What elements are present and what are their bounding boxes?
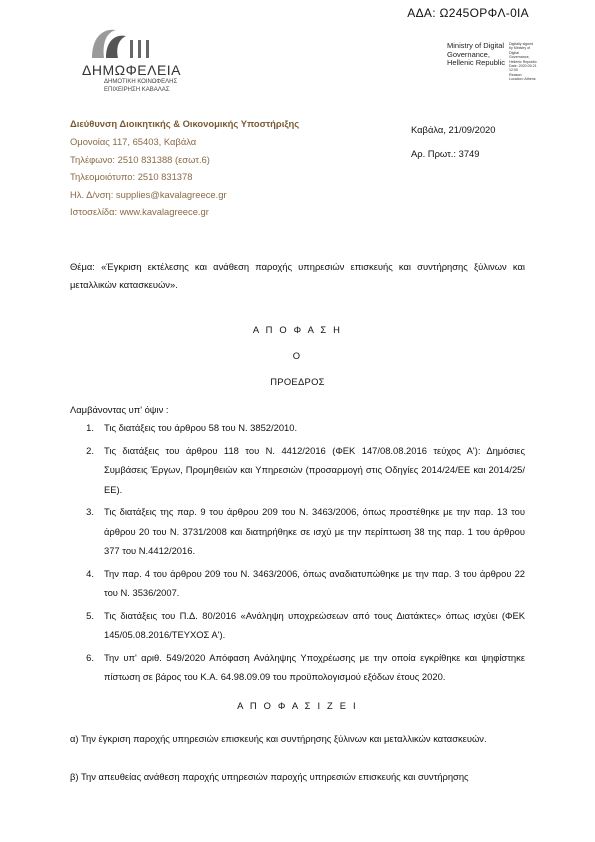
heading-president: ΠΡΟΕΔΡΟΣ — [270, 376, 325, 387]
document-meta — [411, 118, 495, 166]
list-item — [70, 441, 525, 500]
ada-code: ΑΔΑ: Ω245ΟΡΦΛ-0ΙΑ — [407, 6, 529, 20]
signature-detail: Location: Athens — [509, 77, 536, 82]
protocol-number: Αρ. Πρωτ.: 3749 — [411, 148, 480, 159]
intro-text: Λαμβάνοντας υπ' όψιν : — [70, 404, 169, 415]
list-item — [70, 418, 525, 438]
signature-line-3: Hellenic Republic — [447, 58, 505, 67]
heading-decision: Α Π Ο Φ Α Σ Η — [252, 324, 343, 335]
organization-logo — [82, 26, 212, 94]
signature-detail: Date: 2020.09.21 — [509, 64, 537, 69]
clause-number: 2. — [86, 444, 94, 456]
clause-number: 6. — [86, 651, 94, 663]
clauses-list — [70, 418, 525, 690]
signature-detail: by Ministry of — [509, 46, 531, 51]
clause-text: Τις διατάξεις της παρ. 9 του άρθρου 209 του Ν. 3463/2006, όπως προστέθηκε με την παρ. 13 του άρθρου 20 του Ν. 3731/2008 και διατηρήθηκε σε ισχύ με την περίπτωση 38 της παρ. 1 του άρθρου 377 του Ν.4412/2016. — [104, 506, 525, 556]
signature-detail: Digitally signed — [509, 42, 534, 46]
logo-name: ΔΗΜΩΦΕΛΕΙΑ — [82, 62, 182, 78]
document-date: Καβάλα, 21/09/2020 — [411, 124, 496, 135]
list-item — [70, 564, 525, 603]
signature-line-2: Governance, — [447, 49, 490, 59]
decision-item-b: β) Την απευθείας ανάθεση παροχής υπηρεσιών παροχής υπηρεσιών επισκευής και συντήρησης — [70, 771, 469, 782]
sender-address: Ομονοίας 117, 65403, Καβάλα — [70, 136, 197, 147]
list-item — [70, 648, 525, 687]
clause-number: 1. — [86, 422, 94, 433]
signature-detail: Reason: — [509, 72, 523, 77]
sender-email: Ηλ. Δ/νση: supplies@kavalagreece.gr — [70, 188, 227, 200]
signature-line-1: Ministry of Digital — [447, 41, 505, 50]
signature-detail: Governance, — [509, 55, 530, 60]
sender-department: Διεύθυνση Διοικητικής & Οικονομικής Υποστήριξης — [70, 118, 300, 129]
signature-detail: 12:00 — [509, 68, 518, 73]
digital-signature-stamp — [447, 42, 567, 82]
list-item — [70, 502, 525, 561]
heading-decides: Α Π Ο Φ Α Σ Ι Ζ Ε Ι — [237, 700, 358, 711]
clause-text: Τις διατάξεις του Π.Δ. 80/2016 «Ανάληψη υποχρεώσεων από τους Διατάκτες» όπως ισχύει (ΦΕΚ 145/05.08.2016/ΤΕΥΧΟΣ Α'). — [104, 609, 525, 640]
signature-detail: Digital — [509, 50, 519, 55]
logo-sub-line-2: ΕΠΙΧΕΙΡΗΣΗ ΚΑΒΑΛΑΣ — [104, 87, 170, 93]
logo-emblem-icon — [88, 26, 158, 60]
clause-text: Την παρ. 4 του άρθρου 209 του Ν. 3463/2006, όπως αναδιατυπώθηκε με την παρ. 3 του άρθρου 22 του Ν. 3536/2007. — [104, 567, 525, 598]
clause-number: 3. — [86, 506, 94, 517]
sender-website: Ιστοσελίδα: www.kavalagreece.gr — [70, 206, 209, 217]
subject-line: Θέμα: «Έγκριση εκτέλεσης και ανάθεση παροχής υπηρεσιών επισκευής και συντήρησης ξύλινων και μεταλλικών κατασκευών». — [70, 261, 525, 290]
sender-phone: Τηλέφωνο: 2510 831388 (εσωτ.6) — [70, 153, 210, 165]
clause-text: Τις διατάξεις του άρθρου 118 του Ν. 4412/2016 (ΦΕΚ 147/08.08.2016 τεύχος Α'): Δημόσιες Συμβάσεις Έργων, Προμηθειών και Υπηρεσιών (προσαρμογή στις Οδηγίες 2014/24/ΕΕ και 2014/25/ΕΕ). — [104, 444, 525, 495]
sender-fax: Τηλεομοιότυπο: 2510 831378 — [70, 171, 193, 182]
signature-detail: Hellenic Republic — [509, 59, 537, 64]
clause-number: 4. — [86, 567, 94, 579]
list-item — [70, 606, 525, 645]
decision-item-a: α) Την έγκριση παροχής υπηρεσιών επισκευής και συντήρησης ξύλινων και μεταλλικών κατασκευών. — [70, 733, 487, 744]
clause-text: Τις διατάξεις του άρθρου 58 του Ν. 3852/2010. — [104, 422, 298, 433]
heading-article: Ο — [292, 350, 303, 361]
clause-number: 5. — [86, 609, 94, 621]
sender-info — [70, 118, 310, 221]
logo-sub-line-1: ΔΗΜΟΤΙΚΗ ΚΟΙΝΩΦΕΛΗΣ — [104, 79, 178, 85]
clause-text: Την υπ' αριθ. 549/2020 Απόφαση Ανάληψης Υποχρέωσης με την οποία εγκρίθηκε και ψηφίστηκε πίστωση σε βάρος του Κ.Α. 64.98.09.09 του προϋπολογισμού εξόδων έτους 2020. — [104, 651, 525, 682]
